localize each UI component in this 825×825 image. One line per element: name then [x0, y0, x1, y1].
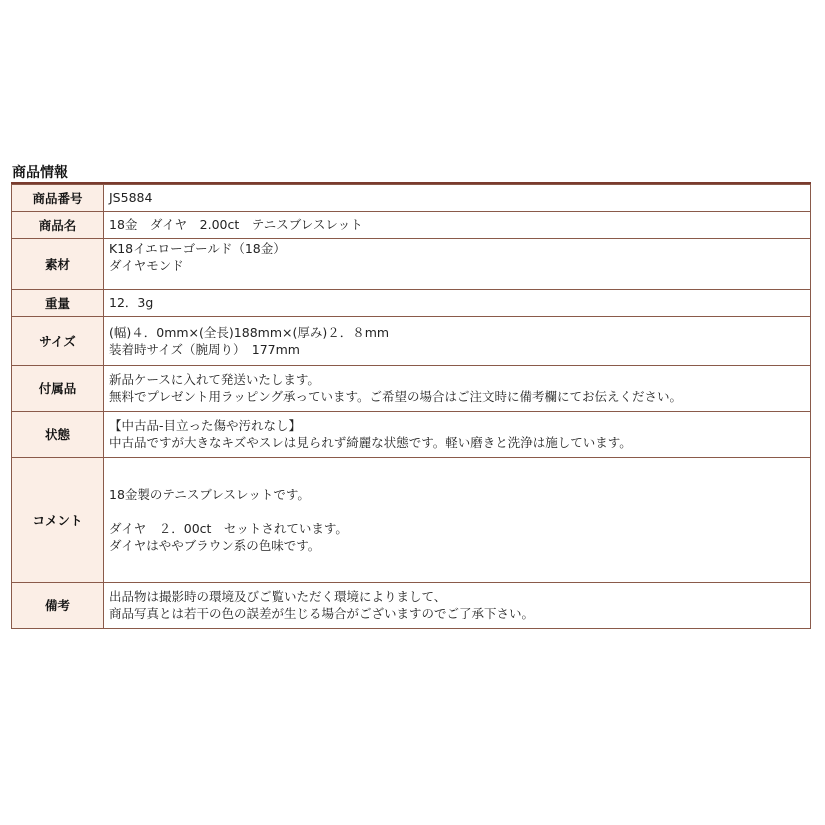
value-line: 無料でプレゼント用ラッピング承っています。ご希望の場合はご注文時に備考欄にてお伝えください。: [109, 389, 683, 404]
value-line: 装着時サイズ（腕周り） 177mm: [109, 341, 300, 357]
row-product-name: [12, 212, 811, 239]
value-line: JS5884: [109, 190, 153, 205]
value-line: ダイヤはややブラウン系の色味です。: [109, 537, 321, 553]
section-title: 商品情報: [11, 164, 811, 184]
label-size: サイズ: [12, 317, 104, 366]
label-product-number: 商品番号: [12, 185, 104, 212]
value-line: 18金 ダイヤ 2.00ct テニスブレスレット: [109, 217, 363, 232]
row-comment: [12, 458, 811, 583]
label-material: 素材: [12, 239, 104, 290]
label-product-name: 商品名: [12, 212, 104, 239]
value-line: ダイヤモンド: [109, 258, 184, 273]
value-material: [104, 239, 811, 290]
label-remarks: 備考: [12, 583, 104, 629]
row-product-number: [12, 185, 811, 212]
product-info-table: [11, 184, 811, 629]
row-remarks: [12, 583, 811, 629]
value-remarks: [104, 583, 811, 629]
blank-line: [109, 503, 805, 520]
label-condition: 状態: [12, 412, 104, 458]
value-product-name: [104, 212, 811, 239]
label-accessories: 付属品: [12, 366, 104, 412]
row-size: [12, 317, 811, 366]
row-material: [12, 239, 811, 290]
value-line: ダイヤ ２．00ct セットされています。: [109, 520, 348, 536]
value-line: 12．3g: [109, 295, 154, 310]
row-accessories: [12, 366, 811, 412]
value-comment: [104, 458, 811, 583]
label-weight: 重量: [12, 290, 104, 317]
value-line: K18イエローゴールド（18金）: [109, 241, 286, 256]
product-info-section: [11, 164, 811, 629]
value-line: (幅)４．0mm×(全長)188mm×(厚み)２．８mm: [109, 324, 390, 340]
value-accessories: [104, 366, 811, 412]
value-line: 新品ケースに入れて発送いたします。: [109, 372, 320, 387]
value-weight: [104, 290, 811, 317]
value-line: 18金製のテニスブレスレットです。: [109, 486, 310, 502]
row-condition: [12, 412, 811, 458]
value-condition: [104, 412, 811, 458]
value-product-number: [104, 185, 811, 212]
value-size: [104, 317, 811, 366]
value-line: 商品写真とは若干の色の誤差が生じる場合がございますのでご了承下さい。: [109, 606, 535, 621]
value-line: 中古品ですが大きなキズやスレは見られず綺麗な状態です。軽い磨きと洗浄は施しています。: [109, 435, 632, 450]
value-line: 【中古品-目立った傷や汚れなし】: [109, 418, 302, 433]
label-comment: コメント: [12, 458, 104, 583]
value-line: 出品物は撮影時の環境及びご覧いただく環境によりまして、: [109, 589, 447, 604]
row-weight: [12, 290, 811, 317]
